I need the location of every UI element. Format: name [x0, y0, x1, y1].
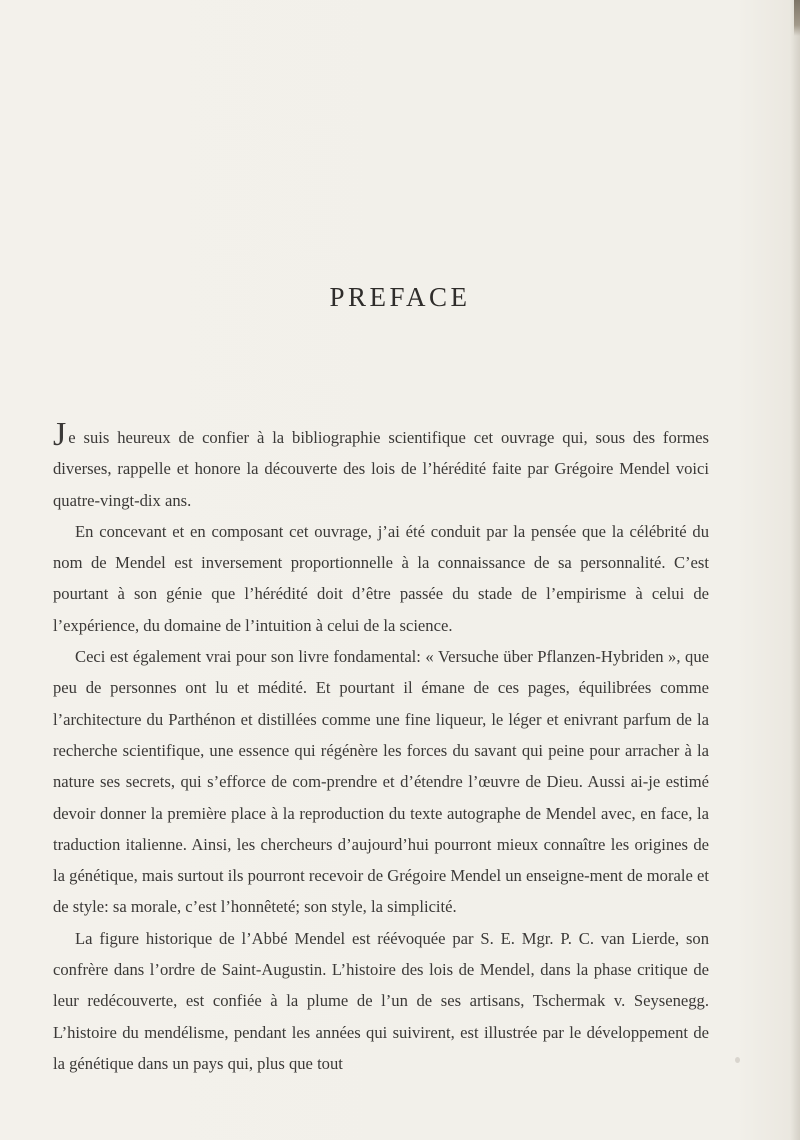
- paragraph-2: En concevant et en composant cet ouvrage, j’ai été conduit par la pensée que la célébrité du nom de Mendel est inversement proportionnelle à la connaissance de sa personnalité. C’est pourtant à son génie que l’hérédité doit d’être passée du stade de l’empirisme à celui de l’expérience, du domaine de l’intuition à celui de la science.: [53, 521, 709, 635]
- paragraph-4: La figure historique de l’Abbé Mendel est réévoquée par S. E. Mgr. P. C. van Lierde, son confrère dans l’ordre de Saint-Augustin. L’histoire des lois de Mendel, dans la phase critique de leur redécouverte, est confiée à la plume de l’un de ses artisans, Tschermak v. Seysenegg. L’histoire du mendélisme, pendant les années qui suivirent, est illustrée par le développement de la génétique dans un pays qui, plus que tout: [53, 928, 709, 1073]
- page-edge-shadow: [790, 0, 800, 1140]
- paragraph-1-text: e suis heureux de confier à la bibliographie scientifique cet ouvrage qui, sous des formes diverses, rappelle et honore la découverte des lois de l’hérédité faite par Grégoire Mendel voici quatre-vingt-dix ans.: [53, 428, 709, 510]
- page-title: PREFACE: [329, 282, 471, 312]
- preface-body: [53, 416, 709, 1079]
- page-edge-corner: [794, 0, 800, 36]
- drop-cap: J: [53, 416, 67, 453]
- paragraph-1: [53, 416, 709, 516]
- paper-speck: [735, 1057, 740, 1063]
- paragraph-3: Ceci est également vrai pour son livre fondamental: « Versuche über Pflanzen-Hybriden », que peu de personnes ont lu et médité. Et pourtant il émane de ces pages, équilibrées comme l’architecture du Parthénon et distillées comme une fine liqueur, le léger et enivrant parfum de la recherche scientifique, une essence qui régénère les forces du savant qui peine pour arracher à la nature ses secrets, qui s’efforce de com-prendre et d’étendre l’œuvre de Dieu. Aussi ai-je estimé devoir donner la première place à la reproduction du texte autographe de Mendel avec, en face, la traduction italienne. Ainsi, les chercheurs d’aujourd’hui pourront mieux connaître les origines de la génétique, mais surtout ils pourront recevoir de Grégoire Mendel un enseigne-ment de morale et de style: sa morale, c’est l’honnêteté; son style, la simplicité.: [53, 647, 709, 917]
